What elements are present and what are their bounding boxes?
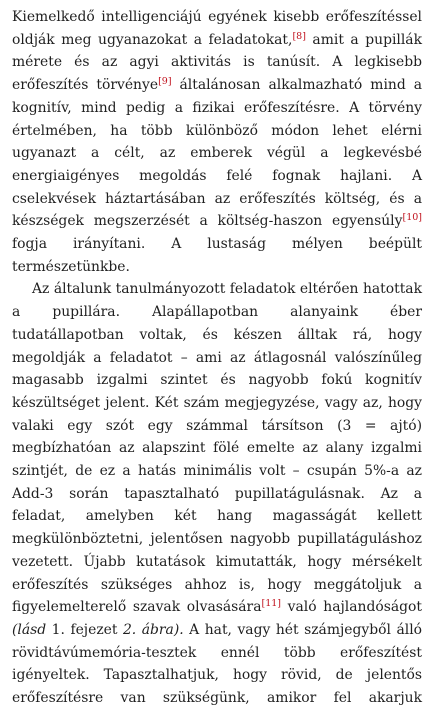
text-segment: fogja irányítani. A lustaság mélyen beépült természetünkbe. (12, 236, 422, 275)
footnote-ref-11[interactable]: [11] (261, 598, 281, 610)
footnote-ref-10[interactable]: [10] (402, 212, 422, 224)
text-segment: Az általunk tanulmányozott feladatok eltérően hatottak a pupillára. Alapállapotban alanyaink éber tudatállapotban voltak, és készen álltak rá, hogy megoldják a feladatot – ami az átlagosnál valószínűleg magasabb izgalmi szintet és nagyobb fokú kognitív készültséget jelent. Két szám megjegyzése, vagy az, hogy valaki egy szót egy számmal társítson (3 = ajtó) megbízhatóan az alapszint fölé emelte az alany izgalmi szintjét, de ez a hatás minimális volt – csupán 5%-a az Add-3 során tapasztalható pupillatágulásnak. Az a feladat, amelyben két hang magasságát kellett megkülönböztetni, jelentősen nagyobb pupillatáguláshoz vezetett. Újabb kutatások kimutatták, hogy mérsékelt erőfeszítés szükséges ahhoz is, hogy meggátoljuk a figyelemelterelő szavak olvasására (12, 281, 422, 616)
text-segment: Kiemelkedő intelligenciájú egyének kisebb erőfeszítéssel oldják meg ugyanazokat a feladatokat, (12, 9, 422, 48)
paragraph-2 (12, 278, 422, 709)
footnote-ref-9[interactable]: [9] (158, 76, 172, 88)
italic-text: (lásd (12, 621, 47, 638)
text-segment: 1. fejezet (46, 621, 123, 638)
text-segment: amit a pupillák mérete és az agyi aktivitás is tanúsít. A legkisebb erőfeszítés törvénye (12, 31, 422, 94)
footnote-ref-8[interactable]: [8] (292, 30, 306, 42)
text-segment: A hat, vagy hét számjegyből álló rövidtávúmemória-tesztek ennél több erőfeszítést igényeltek. Tapasztalhatjuk, hogy rövid, de jelentős erőfeszítésre van szükségünk, amikor fel akarjuk (12, 621, 422, 707)
italic-text: 2. ábra). (122, 621, 184, 638)
text-segment: általánosan alkalmazható mind a kognitív, mind pedig a fizikai erőfeszítésre. A törvény értelmében, ha több különböző módon lehet elérni ugyanazt a célt, az emberek végül a legkevésbé energiaigényes megoldás felé fognak hajlani. A cselekvések háztartásában az erőfeszítés költség, és a készségek megszerzését a költség-haszon egyensúly (12, 77, 422, 230)
text-segment: való hajlandóságot (281, 599, 422, 616)
paragraph-1 (12, 6, 422, 278)
